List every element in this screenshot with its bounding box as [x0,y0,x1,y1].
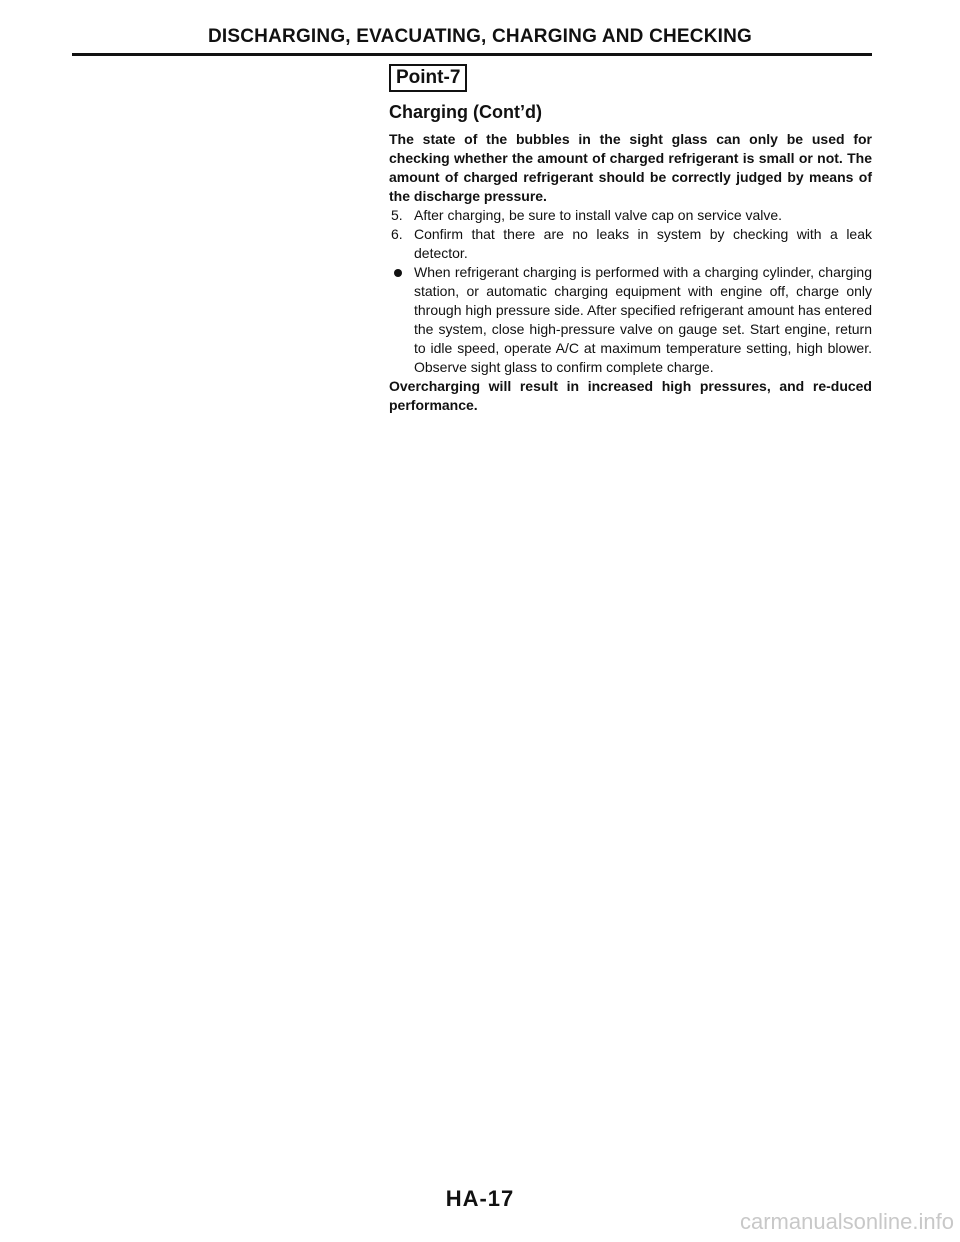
section-title: Charging (Cont’d) [389,102,542,122]
header-rule [72,53,872,56]
warning-paragraph: Overcharging will result in increased high pressures, and re-duced performance. [389,378,872,413]
step-number: 6. [391,226,403,242]
step-number: 5. [391,207,403,223]
step-item [389,225,872,263]
page-number: HA-17 [445,1186,515,1211]
bullet-dot-icon [394,269,402,277]
content-column [389,64,872,415]
page-header: DISCHARGING, EVACUATING, CHARGING AND CHECKING [207,26,753,47]
watermark: carmanualsonline.info [739,1209,954,1234]
step-item [389,206,872,225]
step-text: After charging, be sure to install valve cap on service valve. [414,207,783,223]
bullet-text: When refrigerant charging is performed with a charging cylinder, charging station, or automatic charging equipment with engine off, charge only through high pressure side. After specified refrigerant amount has entered the system, close high-pressure valve on gauge set. Start engine, return to idle speed, operate A/C at maximum temperature setting, high blower. Observe sight glass to confirm complete charge. [414,264,872,375]
intro-paragraph: The state of the bubbles in the sight glass can only be used for checking whether the amount of charged refrigerant is small or not. The amount of charged refrigerant should be correctly judged by means of the discharge pressure. [389,131,872,204]
bullet-item [389,263,872,377]
point-tag: Point-7 [389,64,467,92]
step-text: Confirm that there are no leaks in system by checking with a leak detector. [414,226,872,261]
